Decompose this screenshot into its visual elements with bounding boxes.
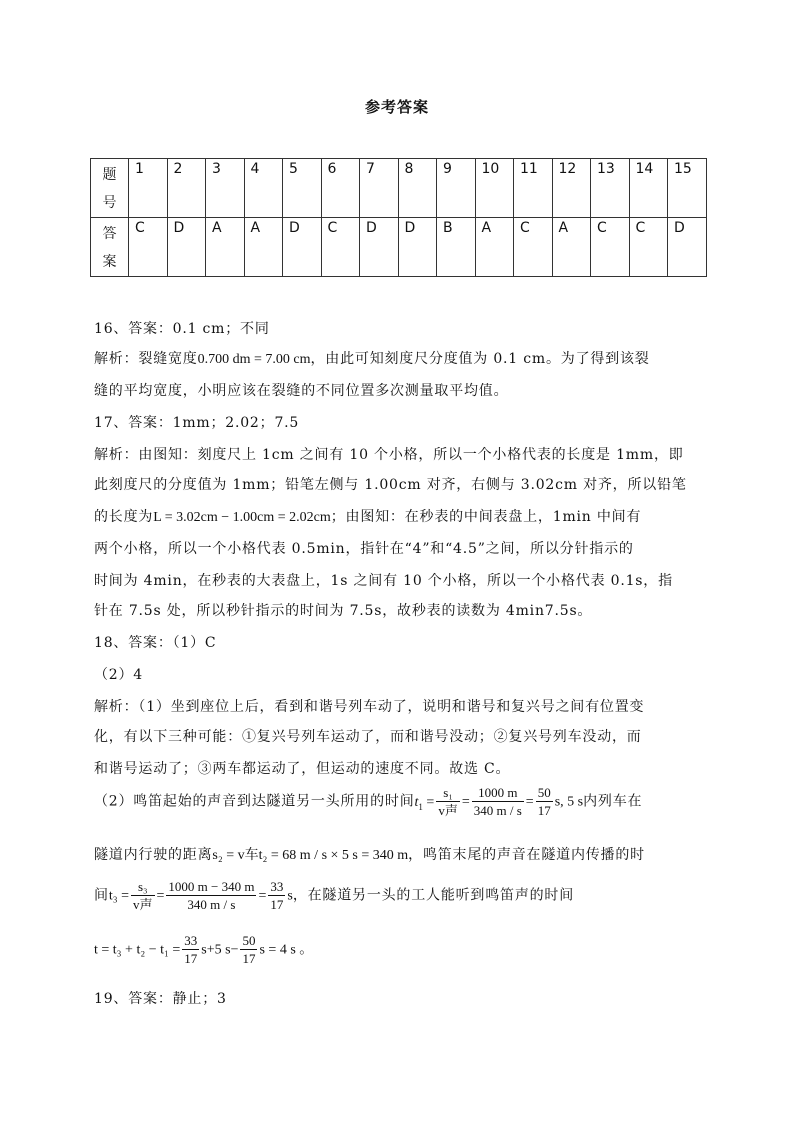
table-cell: B: [437, 218, 476, 277]
table-row: [91, 218, 707, 277]
table-cell: 4: [244, 159, 283, 218]
q17-explanation-line6: 针在 7.5s 处，所以秒针指示的时间为 7.5s，故秒表的读数为 4min7.5s。: [94, 603, 593, 619]
answer-table: [90, 158, 707, 277]
fraction: $\frac{1000 m - 340 m}{340 m / s}$: [168, 879, 255, 912]
table-cell: D: [398, 218, 437, 277]
table-cell: A: [206, 218, 245, 277]
q17-explanation-line2: 此刻度尺的分度值为 1mm；铅笔左侧与 1.00cm 对齐，右侧与 3.02cm 对齐，所以铅笔: [94, 477, 687, 493]
table-cell: 15: [668, 159, 707, 218]
q17-explanation-line5: 时间为 4min，在秒表的大表盘上，1s 之间有 10 个小格，所以一个小格代表 0.1s，指: [94, 573, 673, 589]
table-cell: D: [668, 218, 707, 277]
q16-explanation-line1: 解析：裂缝宽度0.700 dm = 7.00 cm，由此可知刻度尺分度值为 0.1 cm。为了得到该裂: [94, 351, 650, 367]
q18-part2-line4: t = t₃ + t₂ − t₁ = $\frac{33}{17}$ s+5 s− $\frac{50}{17}$ s = 4 s 。: [94, 933, 314, 966]
table-cell: 2: [167, 159, 206, 218]
table-cell: D: [360, 218, 399, 277]
table-cell: 13: [591, 159, 630, 218]
table-cell: C: [629, 218, 668, 277]
table-cell: D: [167, 218, 206, 277]
table-cell: A: [475, 218, 514, 277]
fraction: $\frac{50}{17}$: [242, 933, 256, 966]
fraction: $\frac{1000 m}{340 m / s}$: [473, 785, 522, 818]
row-header-number: 题 号: [91, 159, 129, 218]
q18-distance-formula: s₂ = v车t₂ = 68 m / s × 5 s = 340 m: [212, 848, 409, 863]
table-cell: D: [283, 218, 322, 277]
page-title: 参考答案: [364, 98, 429, 116]
fraction: $\frac{\text{s₁}}{\text{v声}}$: [438, 785, 458, 818]
q18-part2-line3: 间t₃ = $\frac{\text{s₃}}{\text{v声}}$ = $\frac{1000 m - 340 m}{340 m / s}$ = $\frac{33}{17}$ s，在隧道另一头的工人能听到鸣笛声的时间: [94, 879, 575, 912]
q18-explanation-line1: 解析：（1）坐到座位上后，看到和谐号列车动了，说明和谐号和复兴号之间有位置变: [94, 699, 645, 715]
q18-explanation-line3: 和谐号运动了；③两车都运动了，但运动的速度不同。故选 C。: [94, 761, 511, 777]
q17-explanation-line3: 的长度为L = 3.02cm − 1.00cm = 2.02cm；由图知：在秒表的中间表盘上，1min 中间有: [94, 509, 642, 525]
table-cell: 9: [437, 159, 476, 218]
row-header-answer: 答 案: [91, 218, 129, 277]
table-cell: 1: [129, 159, 168, 218]
table-cell: A: [244, 218, 283, 277]
table-cell: 5: [283, 159, 322, 218]
q18-answer: 18、答案：（1）C: [94, 635, 217, 651]
table-cell: A: [552, 218, 591, 277]
fraction: $\frac{50}{17}$: [537, 785, 551, 818]
table-cell: C: [514, 218, 553, 277]
q17-formula: L = 3.02cm − 1.00cm = 2.02cm: [153, 510, 331, 525]
q18-part2-line2: 隧道内行驶的距离s₂ = v车t₂ = 68 m / s × 5 s = 340 m，鸣笛末尾的声音在隧道内传播的时: [94, 847, 645, 863]
fraction: $\frac{33}{17}$: [270, 879, 284, 912]
table-cell: 6: [321, 159, 360, 218]
table-cell: C: [129, 218, 168, 277]
q16-formula: 0.700 dm = 7.00 cm: [197, 352, 311, 367]
table-cell: 7: [360, 159, 399, 218]
q18-answer-2: （2）4: [94, 667, 144, 683]
table-cell: 8: [398, 159, 437, 218]
table-cell: 12: [552, 159, 591, 218]
table-cell: C: [591, 218, 630, 277]
table-cell: 14: [629, 159, 668, 218]
table-cell: C: [321, 218, 360, 277]
q16-answer: 16、答案：0.1 cm；不同: [94, 321, 270, 337]
table-cell: 11: [514, 159, 553, 218]
q17-explanation-line1: 解析：由图知：刻度尺上 1cm 之间有 10 个小格，所以一个小格代表的长度是 1mm，即: [94, 447, 684, 463]
table-cell: 10: [475, 159, 514, 218]
q18-explanation-line2: 化，有以下三种可能：①复兴号列车运动了，而和谐号没动；②复兴号列车没动，而: [94, 729, 642, 745]
table-row: [91, 159, 707, 218]
q16-explanation-line2: 缝的平均宽度，小明应该在裂缝的不同位置多次测量取平均值。: [94, 383, 509, 399]
q19-answer: 19、答案：静止；3: [94, 991, 227, 1007]
table-cell: 3: [206, 159, 245, 218]
q17-explanation-line4: 两个小格，所以一个小格代表 0.5min，指针在“4”和“4.5”之间，所以分针指示的: [94, 541, 634, 557]
q17-answer: 17、答案：1mm；2.02；7.5: [94, 415, 300, 431]
fraction: $\frac{\text{s₃}}{\text{v声}}$: [132, 879, 153, 912]
q18-part2-line1: （2）鸣笛起始的声音到达隧道另一头所用的时间$t_1$ = $\frac{\text{s₁}}{\text{v声}}$ = $\frac{1000 m}{340 m / s}$ = $\frac{50}{17}$ s, 5 s内列车在: [94, 785, 643, 818]
fraction: $\frac{33}{17}$: [184, 933, 198, 966]
